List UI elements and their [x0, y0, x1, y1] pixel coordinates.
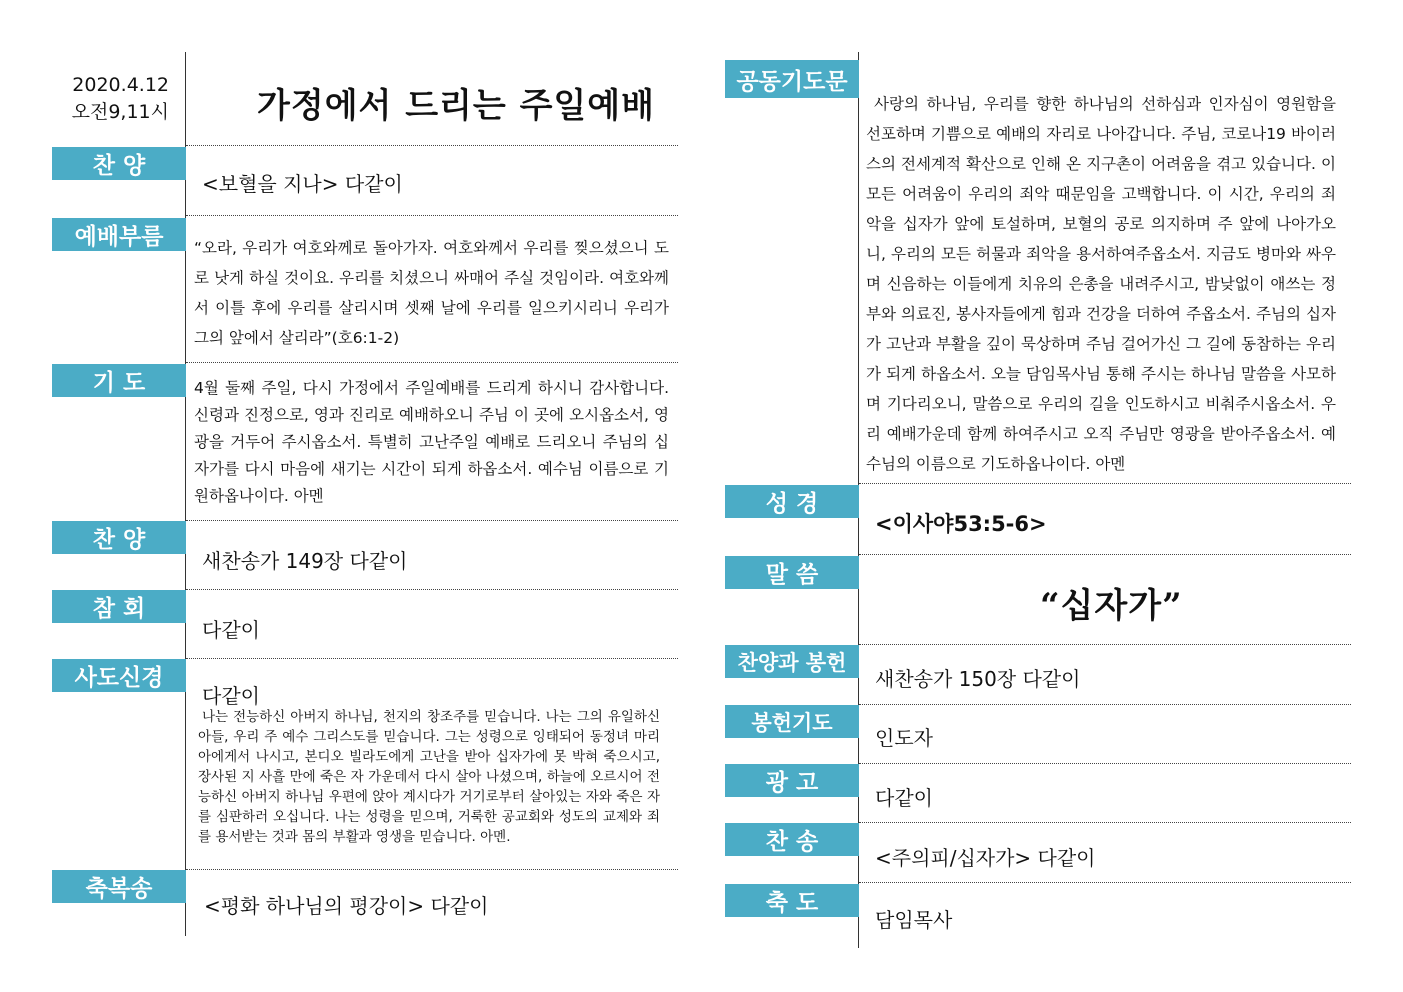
prayer-text: 4월 둘째 주일, 다시 가정에서 주일예배를 드리게 하시니 감사합니다. 신령과 진정으로, 영과 진리로 예배하오니 주님 이 곳에 오시옵소서, 영광을 거두어 주시옵소서. 특별히 고난주일 예배로 드리오니 주님의 십자가를 다시 마음에 새기는 시간이 되게 하옵소서. 예수님 이름으로 기원하옵나이다. 아멘 — [194, 379, 669, 505]
divider — [186, 589, 678, 590]
label-scripture: 성 경 — [725, 485, 859, 518]
label-offering-prayer: 봉헌기도 — [725, 705, 859, 738]
divider — [186, 215, 678, 216]
divider — [186, 869, 678, 870]
label-sermon: 말 씀 — [725, 556, 859, 589]
left-vertical-divider — [185, 52, 186, 936]
label-benediction: 축 도 — [725, 884, 859, 917]
benediction-text: 담임목사 — [875, 908, 953, 932]
sermon-title: “십자가” — [1040, 586, 1183, 626]
service-date — [52, 72, 169, 126]
call-to-worship-text: “오라, 우리가 여호와께로 돌아가자. 여호와께서 우리를 찢으셨으니 도로 낫게 하실 것이요. 우리를 치셨으니 싸매어 주실 것임이라. 여호와께서 이틀 후에 우리를 살리시며 셋째 날에 우리를 일으키시리니 우리가 그의 앞에서 살리라”(호6:1-2) — [194, 239, 669, 347]
confession-text: 다같이 — [202, 618, 260, 642]
creed-heading: 다같이 — [202, 684, 260, 708]
label-hymn: 찬 송 — [725, 823, 859, 856]
announcements-text: 다같이 — [875, 786, 933, 810]
label-common-prayer: 공동기도문 — [725, 60, 859, 98]
label-apostles-creed: 사도신경 — [52, 659, 186, 692]
divider — [186, 362, 678, 363]
divider — [859, 822, 1351, 823]
label-call-to-worship: 예배부름 — [52, 218, 186, 251]
label-hymn2: 찬 양 — [52, 521, 186, 554]
right-column — [725, 0, 1353, 992]
divider — [186, 145, 678, 146]
divider — [859, 554, 1351, 555]
scripture-text: <이사야53:5-6> — [875, 512, 1047, 536]
label-confession: 참 회 — [52, 590, 186, 623]
common-prayer-text: 사랑의 하나님, 우리를 향한 하나님의 선하심과 인자심이 영원함을 선포하며 기쁨으로 예배의 자리로 나아갑니다. 주님, 코로나19 바이러스의 전세계적 확산으로 인해 온 지구촌이 어려움을 겪고 있습니다. 이 모든 어려움이 우리의 죄악 때문임을 고백합니다. 이 시간, 우리의 죄악을 십자가 앞에 토설하며, 보혈의 공로 의지하며 주 앞에 나아가오니, 우리의 모든 허물과 죄악을 용서하여주옵소서. 지금도 병마와 싸우며 신음하는 이들에게 치유의 은총을 내려주시고, 밤낮없이 애쓰는 정부와 의료진, 봉사자들에게 힘과 건강을 더하여 주옵소서. 주님의 십자가 고난과 부활을 깊이 묵상하며 주님 걸어가신 그 길에 동참하는 우리가 되게 하옵소서. 오늘 담임목사님 통해 주시는 하나님 말씀을 사모하며 기다리오니, 말씀으로 우리의 길을 인도하시고 비춰주시옵소서. 우리 예배가운데 함께 하여주시고 오직 주님만 영광을 받아주옵소서. 예수님의 이름으로 기도하옵나이다. 아멘 — [866, 95, 1336, 473]
divider — [186, 658, 678, 659]
blessing-song-text: <평화 하나님의 평강이> 다같이 — [204, 894, 489, 918]
label-offering: 찬양과 봉헌 — [725, 645, 859, 678]
divider — [859, 763, 1351, 764]
label-prayer: 기 도 — [52, 364, 186, 397]
offering-text: 새찬송가 150장 다같이 — [875, 667, 1081, 691]
date-text: 2020.4.12 — [72, 74, 169, 96]
hymn1-text: <보혈을 지나> 다같이 — [202, 172, 403, 196]
divider — [186, 520, 678, 521]
time-text: 오전9,11시 — [71, 101, 169, 123]
offering-prayer-text: 인도자 — [875, 726, 933, 750]
hymn-text: <주의피/십자가> 다같이 — [875, 846, 1096, 870]
page-title: 가정에서 드리는 주일예배 — [257, 86, 655, 126]
divider — [859, 483, 1351, 484]
label-announcements: 광 고 — [725, 764, 859, 797]
divider — [859, 644, 1351, 645]
label-blessing-song: 축복송 — [52, 870, 186, 903]
divider — [859, 704, 1351, 705]
hymn2-text: 새찬송가 149장 다같이 — [202, 549, 408, 573]
creed-text: 나는 전능하신 아버지 하나님, 천지의 창조주를 믿습니다. 나는 그의 유일하신 아들, 우리 주 예수 그리스도를 믿습니다. 그는 성령으로 잉태되어 동정녀 마리아에게서 나시고, 본디오 빌라도에게 고난을 받아 십자가에 못 박혀 죽으시고, 장사된 지 사흘 만에 죽은 자 가운데서 다시 살아 나셨으며, 하늘에 오르시어 전능하신 아버지 하나님 우편에 앉아 계시다가 거기로부터 살아있는 자와 죽은 자를 심판하러 오십니다. 나는 성령을 믿으며, 거룩한 공교회와 성도의 교제와 죄를 용서받는 것과 몸의 부활과 영생을 믿습니다. 아멘. — [198, 709, 660, 845]
divider — [859, 882, 1351, 883]
left-column — [52, 0, 680, 992]
label-hymn1: 찬 양 — [52, 147, 186, 180]
